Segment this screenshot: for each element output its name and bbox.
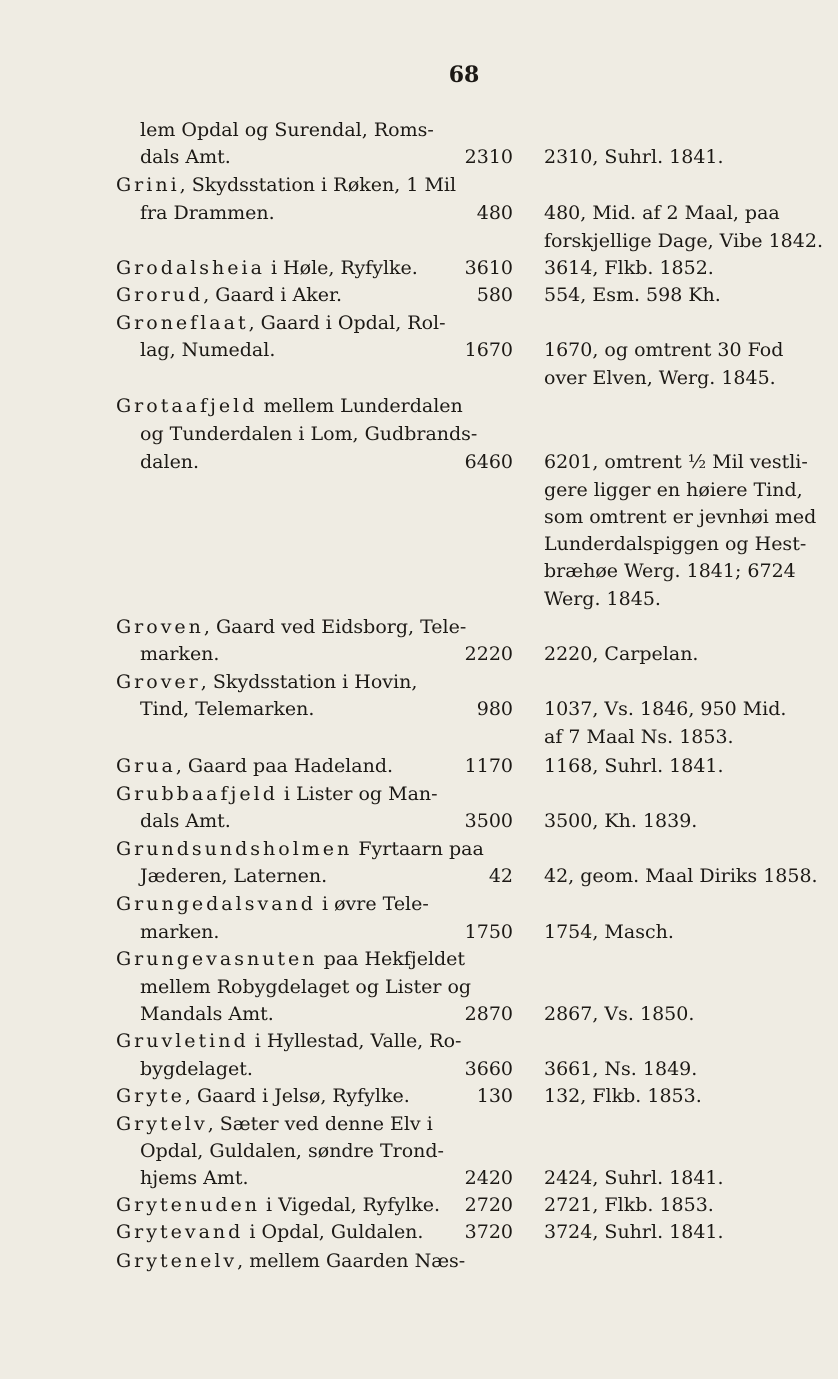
entry-line xyxy=(0,1027,838,1055)
place-name: Grini, Skydsstation i Røken, 1 Mil xyxy=(116,174,457,196)
place-name: Gryte, Gaard i Jelsø, Ryfylke. xyxy=(116,1085,410,1107)
place-name: Grua, Gaard paa Hadeland. xyxy=(116,755,394,777)
height-value: 42 xyxy=(488,865,513,887)
entry-line xyxy=(0,557,838,585)
entry-line xyxy=(0,364,838,392)
entry-line xyxy=(0,752,838,780)
headword: Gryte xyxy=(116,1085,185,1107)
place-name: Gruvletind i Hyllestad, Valle, Ro- xyxy=(116,1030,462,1052)
measurement-note: 3661, Ns. 1849. xyxy=(544,1058,698,1080)
measurement-note: Werg. 1845. xyxy=(544,588,661,610)
height-value: 2420 xyxy=(464,1167,513,1189)
entry-line xyxy=(0,309,838,337)
measurement-note: 1754, Masch. xyxy=(544,921,674,943)
height-value: 480 xyxy=(476,202,513,224)
place-name: Grungedalsvand i øvre Tele- xyxy=(116,893,429,915)
place-name: Grytenuden i Vigedal, Ryfylke. xyxy=(116,1194,441,1216)
entry-line xyxy=(0,585,838,613)
measurement-note: 1037, Vs. 1846, 950 Mid. xyxy=(544,698,787,720)
place-name: dalen. xyxy=(140,451,200,473)
measurement-note: 480, Mid. af 2 Maal, paa xyxy=(544,202,780,224)
place-name: Grover, Skydsstation i Hovin, xyxy=(116,671,418,693)
measurement-note: forskjellige Dage, Vibe 1842. xyxy=(544,230,823,252)
height-value: 2220 xyxy=(464,643,513,665)
measurement-note: 3724, Suhrl. 1841. xyxy=(544,1221,724,1243)
entry-line xyxy=(0,1137,838,1165)
measurement-note: bræhøe Werg. 1841; 6724 xyxy=(544,560,796,582)
entry-line xyxy=(0,640,838,668)
place-name: Grytevand i Opdal, Guldalen. xyxy=(116,1221,424,1243)
measurement-note: 132, Flkb. 1853. xyxy=(544,1085,702,1107)
place-name: fra Drammen. xyxy=(140,202,275,224)
entry-line xyxy=(0,668,838,696)
entry-line xyxy=(0,1164,838,1192)
headword: Grodalsheia xyxy=(116,257,265,279)
entry-line xyxy=(0,392,838,420)
height-value: 2720 xyxy=(464,1194,513,1216)
headword: Grungedalsvand xyxy=(116,893,316,915)
headword: Grini xyxy=(116,174,180,196)
entry-line xyxy=(0,1218,838,1246)
headword: Grytenelv xyxy=(116,1250,238,1272)
place-name: Groven, Gaard ved Eidsborg, Tele- xyxy=(116,616,467,638)
height-value: 6460 xyxy=(464,451,513,473)
entry-line xyxy=(0,723,838,751)
measurement-note: som omtrent er jevnhøi med xyxy=(544,506,817,528)
entry-line xyxy=(0,1000,838,1028)
entry-line xyxy=(0,1110,838,1138)
entry-line xyxy=(0,420,838,448)
height-value: 3660 xyxy=(464,1058,513,1080)
height-value: 1170 xyxy=(464,755,513,777)
place-name: lem Opdal og Surendal, Roms- xyxy=(140,119,434,141)
place-name: Opdal, Guldalen, søndre Trond- xyxy=(140,1140,444,1162)
place-name: marken. xyxy=(140,643,220,665)
measurement-note: 1168, Suhrl. 1841. xyxy=(544,755,724,777)
place-name: dals Amt. xyxy=(140,146,231,168)
entry-line xyxy=(0,1191,838,1219)
height-value: 980 xyxy=(476,698,513,720)
place-name: Grorud, Gaard i Aker. xyxy=(116,284,343,306)
headword: Grytenuden xyxy=(116,1194,260,1216)
entry-line xyxy=(0,171,838,199)
measurement-note: 1670, og omtrent 30 Fod xyxy=(544,339,784,361)
place-name: hjems Amt. xyxy=(140,1167,249,1189)
place-name: Jæderen, Laternen. xyxy=(140,865,328,887)
measurement-note: 2867, Vs. 1850. xyxy=(544,1003,695,1025)
entry-line xyxy=(0,476,838,504)
entry-line xyxy=(0,143,838,171)
entry-line xyxy=(0,862,838,890)
headword: Grytevand xyxy=(116,1221,244,1243)
measurement-note: Lunderdalspiggen og Hest- xyxy=(544,533,807,555)
measurement-note: af 7 Maal Ns. 1853. xyxy=(544,726,734,748)
place-name: og Tunderdalen i Lom, Gudbrands- xyxy=(140,423,478,445)
place-name: mellem Robygdelaget og Lister og xyxy=(140,976,472,998)
measurement-note: over Elven, Werg. 1845. xyxy=(544,367,776,389)
headword: Grungevasnuten xyxy=(116,948,318,970)
height-value: 1750 xyxy=(464,921,513,943)
place-name: Tind, Telemarken. xyxy=(140,698,315,720)
height-value: 580 xyxy=(476,284,513,306)
entry-line xyxy=(0,281,838,309)
height-value: 3500 xyxy=(464,810,513,832)
headword: Grover xyxy=(116,671,201,693)
height-value: 3720 xyxy=(464,1221,513,1243)
measurement-note: 2310, Suhrl. 1841. xyxy=(544,146,724,168)
place-name: Grungevasnuten paa Hekfjeldet xyxy=(116,948,466,970)
headword: Groneflaat xyxy=(116,312,249,334)
entry-line xyxy=(0,503,838,531)
page-number: 68 xyxy=(448,62,480,88)
entry-line xyxy=(0,945,838,973)
measurement-note: gere ligger en høiere Tind, xyxy=(544,479,803,501)
place-name: dals Amt. xyxy=(140,810,231,832)
headword: Grua xyxy=(116,755,176,777)
headword: Grytelv xyxy=(116,1113,208,1135)
height-value: 2870 xyxy=(464,1003,513,1025)
headword: Grorud xyxy=(116,284,204,306)
entry-line xyxy=(0,918,838,946)
place-name: Grytenelv, mellem Gaarden Næs- xyxy=(116,1250,466,1272)
entry-line xyxy=(0,695,838,723)
height-value: 2310 xyxy=(464,146,513,168)
entry-line xyxy=(0,973,838,1001)
headword: Gruvletind xyxy=(116,1030,249,1052)
place-name: marken. xyxy=(140,921,220,943)
headword: Grubbaafjeld xyxy=(116,783,278,805)
place-name: lag, Numedal. xyxy=(140,339,276,361)
entry-line xyxy=(0,448,838,476)
entry-line xyxy=(0,227,838,255)
measurement-note: 42, geom. Maal Diriks 1858. xyxy=(544,865,818,887)
entry-line xyxy=(0,780,838,808)
entry-line xyxy=(0,807,838,835)
place-name: Groneflaat, Gaard i Opdal, Rol- xyxy=(116,312,446,334)
measurement-note: 554, Esm. 598 Kh. xyxy=(544,284,721,306)
entry-line xyxy=(0,199,838,227)
entry-line xyxy=(0,613,838,641)
headword: Grundsundsholmen xyxy=(116,838,353,860)
measurement-note: 2220, Carpelan. xyxy=(544,643,699,665)
height-value: 3610 xyxy=(464,257,513,279)
measurement-note: 2424, Suhrl. 1841. xyxy=(544,1167,724,1189)
height-value: 1670 xyxy=(464,339,513,361)
place-name: Grundsundsholmen Fyrtaarn paa xyxy=(116,838,484,860)
measurement-note: 2721, Flkb. 1853. xyxy=(544,1194,714,1216)
place-name: Grotaafjeld mellem Lunderdalen xyxy=(116,395,463,417)
headword: Groven xyxy=(116,616,204,638)
entry-line xyxy=(0,1055,838,1083)
entry-line xyxy=(0,336,838,364)
height-value: 130 xyxy=(476,1085,513,1107)
entry-line xyxy=(0,254,838,282)
place-name: Mandals Amt. xyxy=(140,1003,274,1025)
entry-line xyxy=(0,835,838,863)
place-name: bygdelaget. xyxy=(140,1058,253,1080)
place-name: Grytelv, Sæter ved denne Elv i xyxy=(116,1113,433,1135)
entry-line xyxy=(0,1082,838,1110)
measurement-note: 3500, Kh. 1839. xyxy=(544,810,698,832)
entry-line xyxy=(0,530,838,558)
headword: Grotaafjeld xyxy=(116,395,258,417)
entry-line xyxy=(0,116,838,144)
place-name: Grubbaafjeld i Lister og Man- xyxy=(116,783,438,805)
entry-line xyxy=(0,890,838,918)
measurement-note: 3614, Flkb. 1852. xyxy=(544,257,714,279)
place-name: Grodalsheia i Høle, Ryfylke. xyxy=(116,257,418,279)
entry-line xyxy=(0,1247,838,1275)
measurement-note: 6201, omtrent ½ Mil vestli- xyxy=(544,451,808,473)
